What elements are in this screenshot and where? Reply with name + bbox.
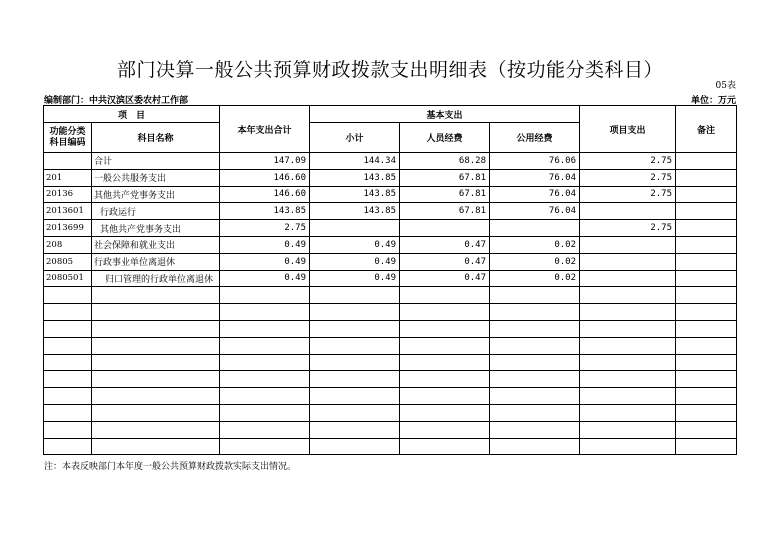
cell-public <box>490 287 580 304</box>
cell-subtotal: 0.49 <box>310 236 400 253</box>
table-row <box>44 304 737 321</box>
cell-subtotal <box>310 320 400 337</box>
cell-personnel <box>400 421 490 438</box>
cell-public <box>490 320 580 337</box>
cell-personnel <box>400 438 490 455</box>
cell-subtotal <box>310 287 400 304</box>
department-label: 编制部门：中共汉滨区委农村工作部 <box>44 96 189 106</box>
cell-total: 0.49 <box>220 236 310 253</box>
cell-personnel: 67.81 <box>400 169 490 186</box>
form-number: 05表 <box>715 81 736 91</box>
cell-total <box>220 287 310 304</box>
cell-remark <box>676 220 737 237</box>
cell-remark <box>676 337 737 354</box>
table-row <box>44 153 737 170</box>
table-row <box>44 354 737 371</box>
cell-total: 143.85 <box>220 203 310 220</box>
cell-subtotal: 143.85 <box>310 186 400 203</box>
cell-total: 146.60 <box>220 186 310 203</box>
cell-code <box>44 153 92 170</box>
cell-public <box>490 371 580 388</box>
cell-personnel <box>400 404 490 421</box>
cell-code: 2013601 <box>44 203 92 220</box>
cell-total: 2.75 <box>220 220 310 237</box>
cell-public: 0.02 <box>490 253 580 270</box>
cell-name: 其他共产党事务支出 <box>92 220 220 237</box>
cell-name <box>92 304 220 321</box>
cell-project <box>580 371 676 388</box>
cell-personnel: 67.81 <box>400 203 490 220</box>
cell-remark <box>676 404 737 421</box>
cell-project <box>580 337 676 354</box>
cell-remark <box>676 438 737 455</box>
cell-public: 76.04 <box>490 186 580 203</box>
cell-total <box>220 337 310 354</box>
cell-subtotal <box>310 337 400 354</box>
cell-name: 行政事业单位离退休 <box>92 253 220 270</box>
cell-subtotal: 143.85 <box>310 169 400 186</box>
cell-personnel <box>400 304 490 321</box>
cell-subtotal <box>310 220 400 237</box>
cell-public <box>490 337 580 354</box>
cell-project <box>580 287 676 304</box>
cell-name <box>92 438 220 455</box>
table-row <box>44 186 737 203</box>
cell-subtotal <box>310 371 400 388</box>
header-subject-name: 科目名称 <box>92 123 220 153</box>
header-subtotal: 小计 <box>310 123 400 153</box>
cell-code <box>44 438 92 455</box>
cell-total: 0.49 <box>220 253 310 270</box>
cell-personnel: 67.81 <box>400 186 490 203</box>
cell-personnel <box>400 388 490 405</box>
cell-name <box>92 337 220 354</box>
cell-remark <box>676 153 737 170</box>
cell-code <box>44 371 92 388</box>
cell-subtotal <box>310 354 400 371</box>
cell-project: 2.75 <box>580 153 676 170</box>
cell-total: 146.60 <box>220 169 310 186</box>
cell-project <box>580 320 676 337</box>
cell-name: 合计 <box>92 153 220 170</box>
table-row <box>44 203 737 220</box>
cell-project <box>580 421 676 438</box>
cell-code <box>44 404 92 421</box>
table-row <box>44 320 737 337</box>
cell-total <box>220 404 310 421</box>
cell-project <box>580 203 676 220</box>
cell-subtotal: 0.49 <box>310 270 400 287</box>
cell-public: 76.06 <box>490 153 580 170</box>
cell-total <box>220 354 310 371</box>
cell-code <box>44 304 92 321</box>
table-row <box>44 270 737 287</box>
expenditure-table <box>43 105 737 455</box>
table-row <box>44 421 737 438</box>
cell-subtotal <box>310 388 400 405</box>
cell-remark <box>676 388 737 405</box>
header-project: 项目支出 <box>580 106 676 153</box>
header-basic: 基本支出 <box>310 106 580 123</box>
cell-project <box>580 253 676 270</box>
cell-name: 社会保障和就业支出 <box>92 236 220 253</box>
header-personnel: 人员经费 <box>400 123 490 153</box>
cell-code <box>44 337 92 354</box>
cell-subtotal <box>310 421 400 438</box>
cell-code <box>44 320 92 337</box>
cell-subtotal: 143.85 <box>310 203 400 220</box>
cell-name: 其他共产党事务支出 <box>92 186 220 203</box>
cell-code <box>44 388 92 405</box>
cell-public: 0.02 <box>490 270 580 287</box>
header-item: 项 目 <box>44 106 220 123</box>
cell-subtotal <box>310 438 400 455</box>
cell-total <box>220 388 310 405</box>
cell-name <box>92 371 220 388</box>
cell-code: 2080501 <box>44 270 92 287</box>
cell-public <box>490 354 580 371</box>
table-row <box>44 169 737 186</box>
cell-subtotal: 0.49 <box>310 253 400 270</box>
cell-subtotal: 144.34 <box>310 153 400 170</box>
cell-project <box>580 236 676 253</box>
cell-code <box>44 287 92 304</box>
cell-total <box>220 371 310 388</box>
cell-remark <box>676 320 737 337</box>
cell-remark <box>676 203 737 220</box>
cell-personnel <box>400 220 490 237</box>
cell-remark <box>676 371 737 388</box>
cell-name <box>92 354 220 371</box>
header-func-code: 功能分类科目编码 <box>44 123 92 153</box>
table-row <box>44 220 737 237</box>
page-title: 部门决算一般公共预算财政拨款支出明细表（按功能分类科目） <box>116 59 663 81</box>
cell-public <box>490 220 580 237</box>
cell-public <box>490 304 580 321</box>
cell-personnel <box>400 320 490 337</box>
table-row <box>44 371 737 388</box>
cell-name: 归口管理的行政单位离退休 <box>92 270 220 287</box>
header-remark: 备注 <box>676 106 737 153</box>
cell-public: 76.04 <box>490 169 580 186</box>
cell-code: 20805 <box>44 253 92 270</box>
cell-project <box>580 404 676 421</box>
cell-remark <box>676 270 737 287</box>
cell-code: 20136 <box>44 186 92 203</box>
cell-remark <box>676 186 737 203</box>
cell-code: 201 <box>44 169 92 186</box>
cell-personnel: 0.47 <box>400 253 490 270</box>
cell-personnel: 0.47 <box>400 270 490 287</box>
unit-label: 单位：万元 <box>690 96 736 106</box>
cell-personnel: 0.47 <box>400 236 490 253</box>
cell-total <box>220 421 310 438</box>
cell-total <box>220 304 310 321</box>
cell-personnel: 68.28 <box>400 153 490 170</box>
cell-total: 147.09 <box>220 153 310 170</box>
cell-public <box>490 388 580 405</box>
table-row <box>44 236 737 253</box>
cell-remark <box>676 253 737 270</box>
cell-project: 2.75 <box>580 169 676 186</box>
cell-code: 208 <box>44 236 92 253</box>
cell-subtotal <box>310 304 400 321</box>
cell-code <box>44 354 92 371</box>
cell-total: 0.49 <box>220 270 310 287</box>
cell-name <box>92 320 220 337</box>
cell-project <box>580 354 676 371</box>
cell-remark <box>676 354 737 371</box>
cell-personnel <box>400 371 490 388</box>
cell-subtotal <box>310 404 400 421</box>
table-row <box>44 388 737 405</box>
cell-project <box>580 304 676 321</box>
table-row <box>44 287 737 304</box>
cell-total <box>220 438 310 455</box>
cell-remark <box>676 169 737 186</box>
cell-public: 76.04 <box>490 203 580 220</box>
cell-remark <box>676 236 737 253</box>
cell-public <box>490 421 580 438</box>
table-row <box>44 253 737 270</box>
cell-code: 2013699 <box>44 220 92 237</box>
cell-personnel <box>400 354 490 371</box>
cell-code <box>44 421 92 438</box>
cell-project <box>580 388 676 405</box>
table-row <box>44 404 737 421</box>
cell-project <box>580 438 676 455</box>
cell-public: 0.02 <box>490 236 580 253</box>
cell-personnel <box>400 287 490 304</box>
cell-personnel <box>400 337 490 354</box>
cell-name: 一般公共服务支出 <box>92 169 220 186</box>
cell-project <box>580 270 676 287</box>
cell-public <box>490 438 580 455</box>
cell-remark <box>676 421 737 438</box>
cell-name <box>92 421 220 438</box>
cell-total <box>220 320 310 337</box>
cell-project: 2.75 <box>580 186 676 203</box>
header-public: 公用经费 <box>490 123 580 153</box>
table-row <box>44 337 737 354</box>
cell-name <box>92 388 220 405</box>
header-total: 本年支出合计 <box>220 106 310 153</box>
cell-remark <box>676 287 737 304</box>
cell-public <box>490 404 580 421</box>
table-row <box>44 438 737 455</box>
cell-remark <box>676 304 737 321</box>
footnote: 注：本表反映部门本年度一般公共预算财政拨款实际支出情况。 <box>44 462 297 472</box>
cell-name <box>92 287 220 304</box>
cell-name: 行政运行 <box>92 203 220 220</box>
cell-project: 2.75 <box>580 220 676 237</box>
cell-name <box>92 404 220 421</box>
